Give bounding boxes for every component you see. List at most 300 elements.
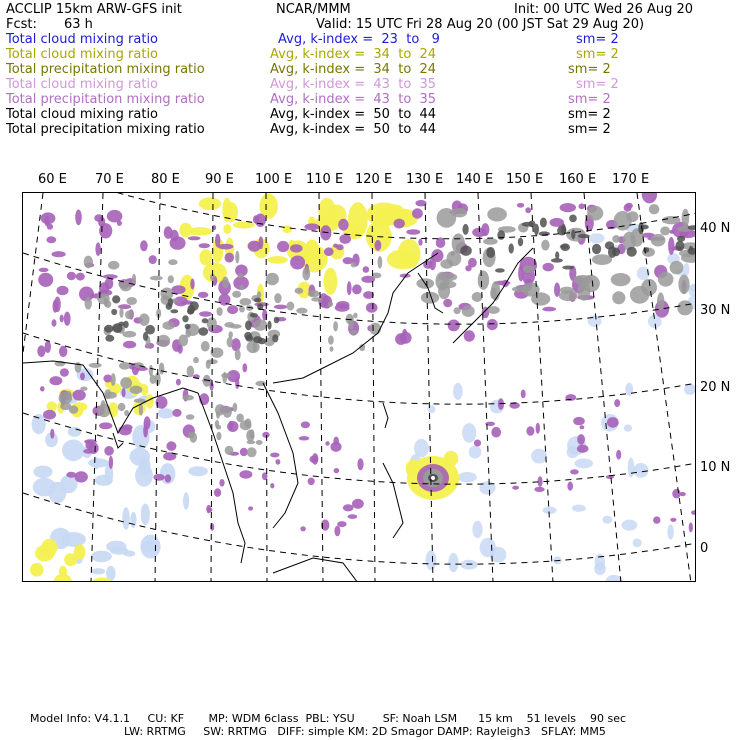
deep-cloud-patch	[351, 262, 357, 267]
deep-cloud-patch	[118, 403, 126, 411]
low-cloud-patch	[122, 507, 130, 530]
deep-cloud-patch	[657, 292, 664, 310]
high-cloud-patch	[172, 409, 181, 417]
deep-cloud-patch	[126, 297, 137, 305]
legend-k-range: Avg, k-index = 43 to 35	[270, 92, 437, 107]
low-cloud-patch	[628, 458, 635, 478]
legend-k-range: Avg, k-index = 50 to 44	[270, 107, 437, 122]
legend-field: Total precipitation mixing ratio	[6, 92, 205, 107]
map-panel	[22, 192, 696, 582]
high-cloud-patch	[140, 240, 148, 251]
deep-cloud-patch	[111, 373, 116, 386]
low-cloud-patch	[683, 263, 689, 276]
meridian-line	[23, 193, 43, 353]
deep-cloud-patch	[101, 400, 106, 409]
deep-cloud-patch	[247, 440, 256, 444]
deep-cloud-patch	[302, 267, 310, 280]
deep-cloud-core	[605, 241, 614, 249]
high-cloud-patch	[104, 446, 114, 456]
legend-k-range: Avg, k-index = 50 to 44	[270, 122, 437, 137]
deep-cloud-core	[182, 315, 188, 322]
mid-cloud-patch	[199, 249, 212, 265]
mid-cloud-patch	[41, 539, 57, 557]
deep-cloud-patch	[105, 392, 117, 399]
deep-cloud-patch	[89, 363, 102, 368]
high-cloud-patch	[352, 499, 364, 509]
meridian-line	[372, 193, 375, 582]
deep-cloud-core	[592, 244, 601, 254]
deep-cloud-core	[245, 320, 252, 330]
deep-cloud-patch	[85, 297, 92, 310]
deep-cloud-patch	[139, 313, 150, 326]
deep-cloud-patch	[237, 273, 244, 278]
high-cloud-patch	[573, 417, 585, 425]
high-cloud-patch	[335, 304, 350, 312]
deep-cloud-core	[675, 241, 684, 251]
deep-cloud-core	[522, 222, 534, 227]
high-cloud-patch	[59, 346, 67, 357]
deep-cloud-patch	[330, 346, 334, 351]
deep-cloud-core	[627, 247, 637, 257]
high-cloud-patch	[240, 448, 248, 456]
high-cloud-patch	[54, 297, 61, 313]
low-cloud-patch	[594, 563, 606, 576]
deep-cloud-patch	[523, 266, 535, 274]
deep-cloud-patch	[274, 293, 281, 303]
deep-cloud-core	[274, 317, 280, 324]
deep-cloud-patch	[239, 285, 244, 291]
deep-cloud-core	[560, 243, 570, 251]
high-cloud-patch	[270, 483, 274, 488]
high-cloud-patch	[45, 341, 51, 353]
forecast-hours: 63 h	[64, 17, 93, 32]
mid-cloud-patch	[324, 268, 338, 295]
deep-cloud-patch	[232, 291, 241, 298]
deep-cloud-patch	[472, 292, 483, 302]
high-cloud-patch	[299, 436, 310, 440]
deep-cloud-patch	[369, 323, 381, 335]
low-cloud-patch	[106, 541, 126, 553]
legend-field: Total cloud mixing ratio	[6, 77, 159, 92]
legend-field: Total cloud mixing ratio	[6, 107, 159, 122]
high-cloud-patch	[52, 319, 57, 326]
deep-cloud-patch	[454, 307, 461, 314]
deep-cloud-core	[254, 298, 261, 303]
deep-cloud-patch	[630, 286, 649, 304]
high-cloud-patch	[616, 450, 621, 460]
deep-cloud-core	[643, 247, 649, 253]
mid-cloud-patch	[348, 202, 368, 237]
high-cloud-patch	[109, 456, 113, 469]
low-cloud-patch	[140, 535, 160, 559]
deep-cloud-patch	[541, 240, 549, 251]
deep-cloud-core	[551, 258, 563, 262]
high-cloud-patch	[149, 255, 157, 264]
legend-row	[6, 47, 736, 62]
deep-cloud-patch	[66, 391, 72, 400]
low-cloud-patch	[625, 383, 633, 396]
legend-field: Total cloud mixing ratio	[6, 47, 159, 62]
high-cloud-patch	[214, 488, 221, 497]
high-cloud-patch	[76, 273, 85, 281]
deep-cloud-patch	[651, 234, 666, 247]
high-cloud-patch	[491, 427, 501, 438]
latitude-label: 40 N	[700, 221, 731, 236]
deep-cloud-patch	[233, 403, 238, 412]
deep-cloud-patch	[108, 261, 119, 270]
deep-cloud-patch	[587, 206, 603, 221]
legend-row	[6, 107, 736, 122]
high-cloud-patch	[570, 469, 579, 474]
high-cloud-patch	[171, 285, 185, 294]
deep-cloud-patch	[478, 271, 489, 290]
high-cloud-patch	[290, 256, 305, 270]
deep-cloud-patch	[328, 335, 334, 344]
deep-cloud-core	[166, 303, 173, 310]
high-cloud-patch	[607, 417, 619, 428]
high-cloud-patch	[143, 424, 148, 437]
high-cloud-patch	[418, 239, 422, 246]
deep-cloud-patch	[311, 297, 322, 301]
high-cloud-patch	[123, 341, 136, 349]
forecast-label: Fcst:	[6, 17, 37, 32]
longitude-label: 170 E	[612, 172, 650, 187]
deep-cloud-core	[562, 266, 574, 270]
deep-cloud-patch	[217, 307, 223, 316]
low-cloud-patch	[158, 408, 174, 418]
deep-cloud-core	[571, 229, 575, 239]
high-cloud-patch	[274, 305, 287, 310]
high-cloud-patch	[653, 516, 660, 523]
high-cloud-patch	[334, 526, 340, 537]
deep-cloud-patch	[215, 420, 219, 428]
deep-cloud-core	[569, 215, 577, 223]
low-cloud-patch	[624, 425, 632, 432]
deep-cloud-core	[244, 332, 252, 340]
high-cloud-patch	[526, 426, 534, 436]
high-cloud-patch	[689, 522, 693, 532]
longitude-label: 120 E	[355, 172, 393, 187]
high-cloud-patch	[394, 219, 405, 229]
legend-smoothing: sm= 2	[576, 47, 619, 62]
low-cloud-patch	[62, 532, 86, 547]
legend-k-range: Avg, k-index = 43 to 35	[270, 77, 437, 92]
low-cloud-patch	[91, 551, 112, 563]
longitude-label: 60 E	[38, 172, 67, 187]
deep-cloud-patch	[160, 288, 173, 301]
deep-cloud-core	[112, 295, 120, 303]
high-cloud-patch	[40, 386, 45, 391]
high-cloud-patch	[75, 471, 88, 482]
high-cloud-patch	[668, 237, 674, 255]
high-cloud-patch	[75, 210, 82, 226]
longitude-label: 110 E	[306, 172, 344, 187]
deep-cloud-core	[677, 236, 685, 242]
deep-cloud-patch	[490, 288, 497, 300]
deep-cloud-core	[555, 251, 559, 259]
longitude-label: 90 E	[205, 172, 234, 187]
deep-cloud-patch	[162, 321, 174, 330]
deep-cloud-patch	[222, 372, 227, 384]
high-cloud-patch	[304, 223, 319, 230]
high-cloud-patch	[625, 203, 633, 209]
high-cloud-patch	[153, 474, 164, 481]
high-cloud-patch	[248, 506, 253, 510]
longitude-label: 70 E	[95, 172, 124, 187]
low-cloud-patch	[188, 466, 208, 476]
meridian-line	[531, 193, 553, 582]
high-cloud-patch	[614, 399, 620, 407]
high-cloud-patch	[89, 442, 99, 454]
high-cloud-patch	[37, 345, 45, 357]
deep-cloud-patch	[227, 337, 233, 347]
low-cloud-patch	[428, 405, 436, 413]
deep-cloud-core	[113, 323, 123, 333]
deep-cloud-core	[463, 224, 469, 235]
high-cloud-patch	[521, 390, 526, 399]
high-cloud-patch	[219, 479, 224, 487]
deep-cloud-core	[534, 224, 539, 235]
deep-cloud-patch	[223, 406, 232, 418]
deep-cloud-patch	[353, 313, 357, 319]
deep-cloud-patch	[69, 405, 78, 413]
longitude-label: 100 E	[255, 172, 293, 187]
mid-cloud-patch	[398, 239, 421, 269]
low-cloud-patch	[33, 466, 52, 479]
low-cloud-patch	[572, 505, 586, 512]
low-cloud-patch	[91, 568, 105, 574]
high-cloud-patch	[242, 363, 247, 372]
deep-cloud-patch	[150, 375, 156, 384]
low-cloud-patch	[622, 520, 638, 531]
low-cloud-patch	[426, 550, 437, 570]
high-cloud-patch	[118, 304, 131, 309]
legend-row	[6, 122, 736, 137]
legend-row	[6, 92, 736, 107]
high-cloud-patch	[39, 268, 49, 272]
deep-cloud-patch	[296, 308, 307, 314]
mid-cloud-patch	[199, 197, 222, 210]
high-cloud-patch	[567, 482, 573, 491]
deep-cloud-patch	[295, 288, 304, 294]
deep-cloud-core	[250, 313, 258, 318]
legend-smoothing: sm= 2	[568, 92, 611, 107]
high-cloud-patch	[80, 373, 85, 381]
deep-cloud-patch	[168, 275, 174, 283]
deep-cloud-patch	[670, 261, 684, 274]
deep-cloud-core	[104, 325, 114, 333]
deep-cloud-patch	[378, 256, 383, 269]
high-cloud-patch	[262, 432, 269, 438]
high-cloud-patch	[429, 258, 436, 271]
deep-cloud-core	[272, 334, 278, 342]
deep-cloud-patch	[132, 274, 136, 285]
latitude-label: 0	[700, 541, 709, 556]
low-cloud-patch	[139, 457, 151, 475]
legend-smoothing: sm= 2	[568, 62, 611, 77]
meridian-line	[155, 193, 160, 582]
deep-cloud-patch	[139, 404, 143, 416]
mid-cloud-patch	[267, 256, 288, 264]
deep-cloud-patch	[328, 302, 333, 307]
deep-cloud-core	[105, 335, 114, 342]
high-cloud-patch	[542, 307, 556, 312]
coastline	[113, 433, 123, 448]
high-cloud-patch	[338, 219, 348, 231]
deep-cloud-patch	[229, 331, 233, 338]
coastline	[273, 558, 358, 582]
deep-cloud-patch	[592, 254, 612, 265]
legend-k-range: Avg, k-index = 34 to 24	[270, 62, 437, 77]
deep-cloud-patch	[186, 414, 195, 420]
high-cloud-patch	[325, 441, 329, 445]
high-cloud-patch	[41, 212, 56, 224]
low-cloud-patch	[414, 439, 429, 458]
low-cloud-patch	[448, 553, 458, 572]
cyclone-eye	[431, 476, 435, 480]
high-cloud-patch	[275, 459, 280, 465]
legend-smoothing: sm= 2	[576, 32, 619, 47]
high-cloud-patch	[165, 474, 172, 482]
deep-cloud-core	[187, 305, 195, 314]
deep-cloud-patch	[333, 321, 338, 331]
deep-cloud-core	[198, 327, 208, 336]
low-cloud-patch	[667, 524, 673, 539]
high-cloud-patch	[166, 441, 176, 451]
deep-cloud-patch	[447, 251, 462, 267]
deep-cloud-patch	[253, 342, 257, 352]
deep-cloud-patch	[678, 275, 689, 295]
deep-cloud-patch	[462, 306, 475, 317]
high-cloud-patch	[324, 247, 334, 256]
deep-cloud-patch	[256, 440, 263, 445]
legend-k-range: Avg, k-index = 23 to 9	[278, 32, 440, 47]
deep-cloud-patch	[80, 387, 87, 391]
high-cloud-patch	[57, 286, 69, 295]
low-cloud-patch	[62, 440, 85, 462]
legend-smoothing: sm= 2	[568, 122, 611, 137]
high-cloud-patch	[366, 303, 378, 313]
deep-cloud-patch	[440, 281, 457, 289]
model-info-line1: Model Info: V4.1.1 CU: KF MP: WDM 6class PBL: YSU SF: Noah LSM 15 km 51 levels 90 sec	[30, 712, 627, 725]
high-cloud-patch	[225, 253, 235, 263]
high-cloud-patch	[60, 368, 69, 377]
high-cloud-patch	[691, 510, 696, 515]
legend-smoothing: sm= 2	[576, 77, 619, 92]
deep-cloud-patch	[573, 275, 592, 285]
low-cloud-patch	[458, 472, 477, 482]
deep-cloud-patch	[122, 331, 136, 338]
high-cloud-patch	[670, 518, 676, 522]
latitude-label: 10 N	[700, 460, 731, 475]
high-cloud-patch	[487, 319, 498, 330]
deep-cloud-core	[258, 338, 266, 344]
high-cloud-patch	[512, 486, 519, 490]
longitude-label: 150 E	[506, 172, 544, 187]
deep-cloud-patch	[614, 211, 632, 231]
deep-cloud-patch	[438, 273, 457, 282]
deep-cloud-patch	[168, 259, 177, 265]
high-cloud-patch	[680, 492, 686, 496]
high-cloud-patch	[49, 376, 62, 385]
deep-cloud-patch	[247, 447, 257, 457]
deep-cloud-patch	[120, 377, 132, 389]
high-cloud-patch	[301, 421, 310, 428]
deep-cloud-core	[143, 332, 148, 341]
high-cloud-patch	[52, 251, 66, 257]
high-cloud-patch	[406, 229, 420, 235]
mid-cloud-patch	[179, 223, 192, 237]
low-cloud-patch	[453, 383, 463, 400]
mid-cloud-patch	[283, 225, 292, 233]
low-cloud-patch	[183, 492, 189, 510]
longitude-label: 140 E	[456, 172, 494, 187]
high-cloud-patch	[38, 273, 53, 287]
model-title: ACCLIP 15km ARW-GFS init	[6, 2, 182, 17]
high-cloud-patch	[188, 236, 201, 240]
high-cloud-patch	[227, 305, 238, 314]
deep-cloud-patch	[225, 446, 234, 455]
latitude-label: 30 N	[700, 303, 731, 318]
low-cloud-patch	[633, 539, 642, 548]
low-cloud-patch	[130, 512, 136, 528]
deep-cloud-patch	[230, 324, 242, 329]
deep-cloud-core	[111, 309, 117, 315]
deep-cloud-patch	[559, 290, 578, 301]
deep-cloud-patch	[216, 432, 221, 440]
deep-cloud-patch	[266, 273, 279, 286]
deep-cloud-core	[518, 238, 523, 247]
high-cloud-patch	[336, 244, 344, 250]
high-cloud-patch	[448, 320, 460, 332]
high-cloud-patch	[46, 236, 56, 243]
deep-cloud-patch	[452, 208, 467, 218]
deep-cloud-patch	[235, 349, 241, 360]
high-cloud-patch	[259, 236, 264, 249]
low-cloud-patch	[462, 423, 476, 443]
low-cloud-patch	[141, 504, 150, 526]
high-cloud-patch	[375, 240, 382, 251]
legend-field: Total precipitation mixing ratio	[6, 62, 205, 77]
deep-cloud-patch	[239, 306, 245, 312]
deep-cloud-patch	[287, 302, 295, 311]
deep-cloud-core	[495, 268, 505, 272]
low-cloud-patch	[589, 233, 605, 243]
high-cloud-patch	[580, 425, 585, 429]
high-cloud-patch	[198, 292, 209, 298]
deep-cloud-patch	[182, 395, 194, 401]
deep-cloud-core	[486, 247, 495, 258]
high-cloud-patch	[60, 315, 64, 323]
deep-cloud-patch	[178, 335, 188, 347]
init-time: Init: 00 UTC Wed 26 Aug 20	[514, 2, 694, 17]
high-cloud-patch	[343, 504, 354, 511]
deep-cloud-patch	[97, 293, 109, 304]
coastline	[383, 403, 388, 428]
longitude-label: 160 E	[559, 172, 597, 187]
valid-time: Valid: 15 UTC Fri 28 Aug 20 (00 JST Sat 29 Aug 20)	[316, 17, 645, 32]
low-cloud-patch	[33, 478, 56, 497]
high-cloud-patch	[72, 390, 85, 401]
deep-cloud-patch	[612, 235, 620, 243]
high-cloud-patch	[579, 203, 585, 209]
high-cloud-patch	[118, 426, 132, 436]
deep-cloud-core	[540, 218, 547, 228]
high-cloud-patch	[300, 526, 305, 531]
deep-cloud-patch	[207, 317, 217, 330]
longitude-label: 130 E	[406, 172, 444, 187]
high-cloud-patch	[190, 279, 194, 290]
